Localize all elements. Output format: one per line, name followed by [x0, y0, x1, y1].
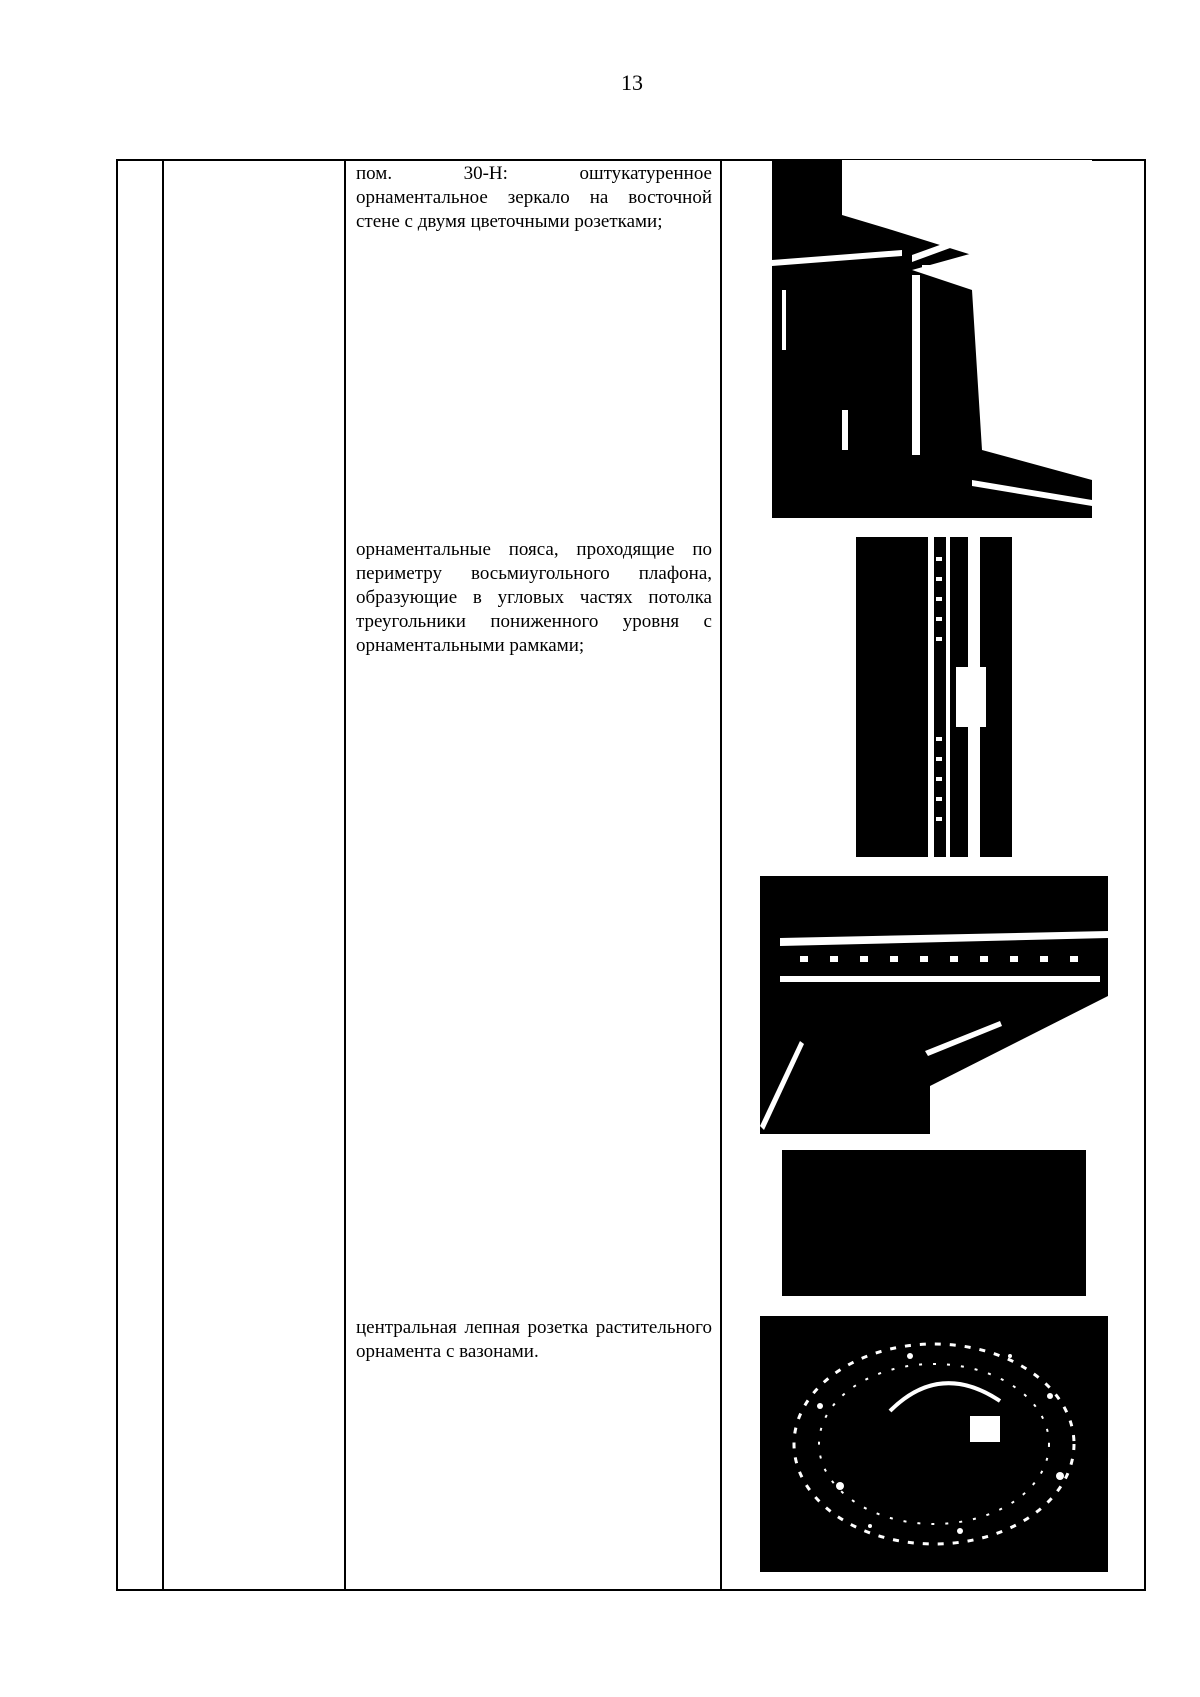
- dark-blank-photo: [782, 1150, 1086, 1296]
- central-rosette-photo: [760, 1316, 1108, 1572]
- ornamental-belt-vertical-photo: [856, 537, 1012, 857]
- table-left-border: [116, 159, 118, 1591]
- ceiling-cornice-photo: [760, 876, 1108, 1134]
- row-1-description: пом. 30-Н: оштукатуренное орнаментальное зеркало на восточной стене с двумя цветочными розетками;: [356, 163, 712, 232]
- column-divider-1: [162, 159, 164, 1591]
- row-3-description: центральная лепная розетка растительного орнамента с вазонами.: [356, 1317, 712, 1362]
- room-corner-with-doorway-photo: [772, 160, 1092, 518]
- table-bottom-border: [116, 1589, 1146, 1591]
- column-divider-3: [720, 159, 722, 1591]
- row-2-description: орнаментальные пояса, проходящие по периметру восьмиугольного плафона, образующие в угловых частях потолка треугольники пониженного уровня с орнаментальными рамками;: [356, 539, 712, 656]
- page-number: 13: [621, 70, 643, 95]
- table-right-border: [1144, 159, 1146, 1591]
- column-divider-2: [344, 159, 346, 1591]
